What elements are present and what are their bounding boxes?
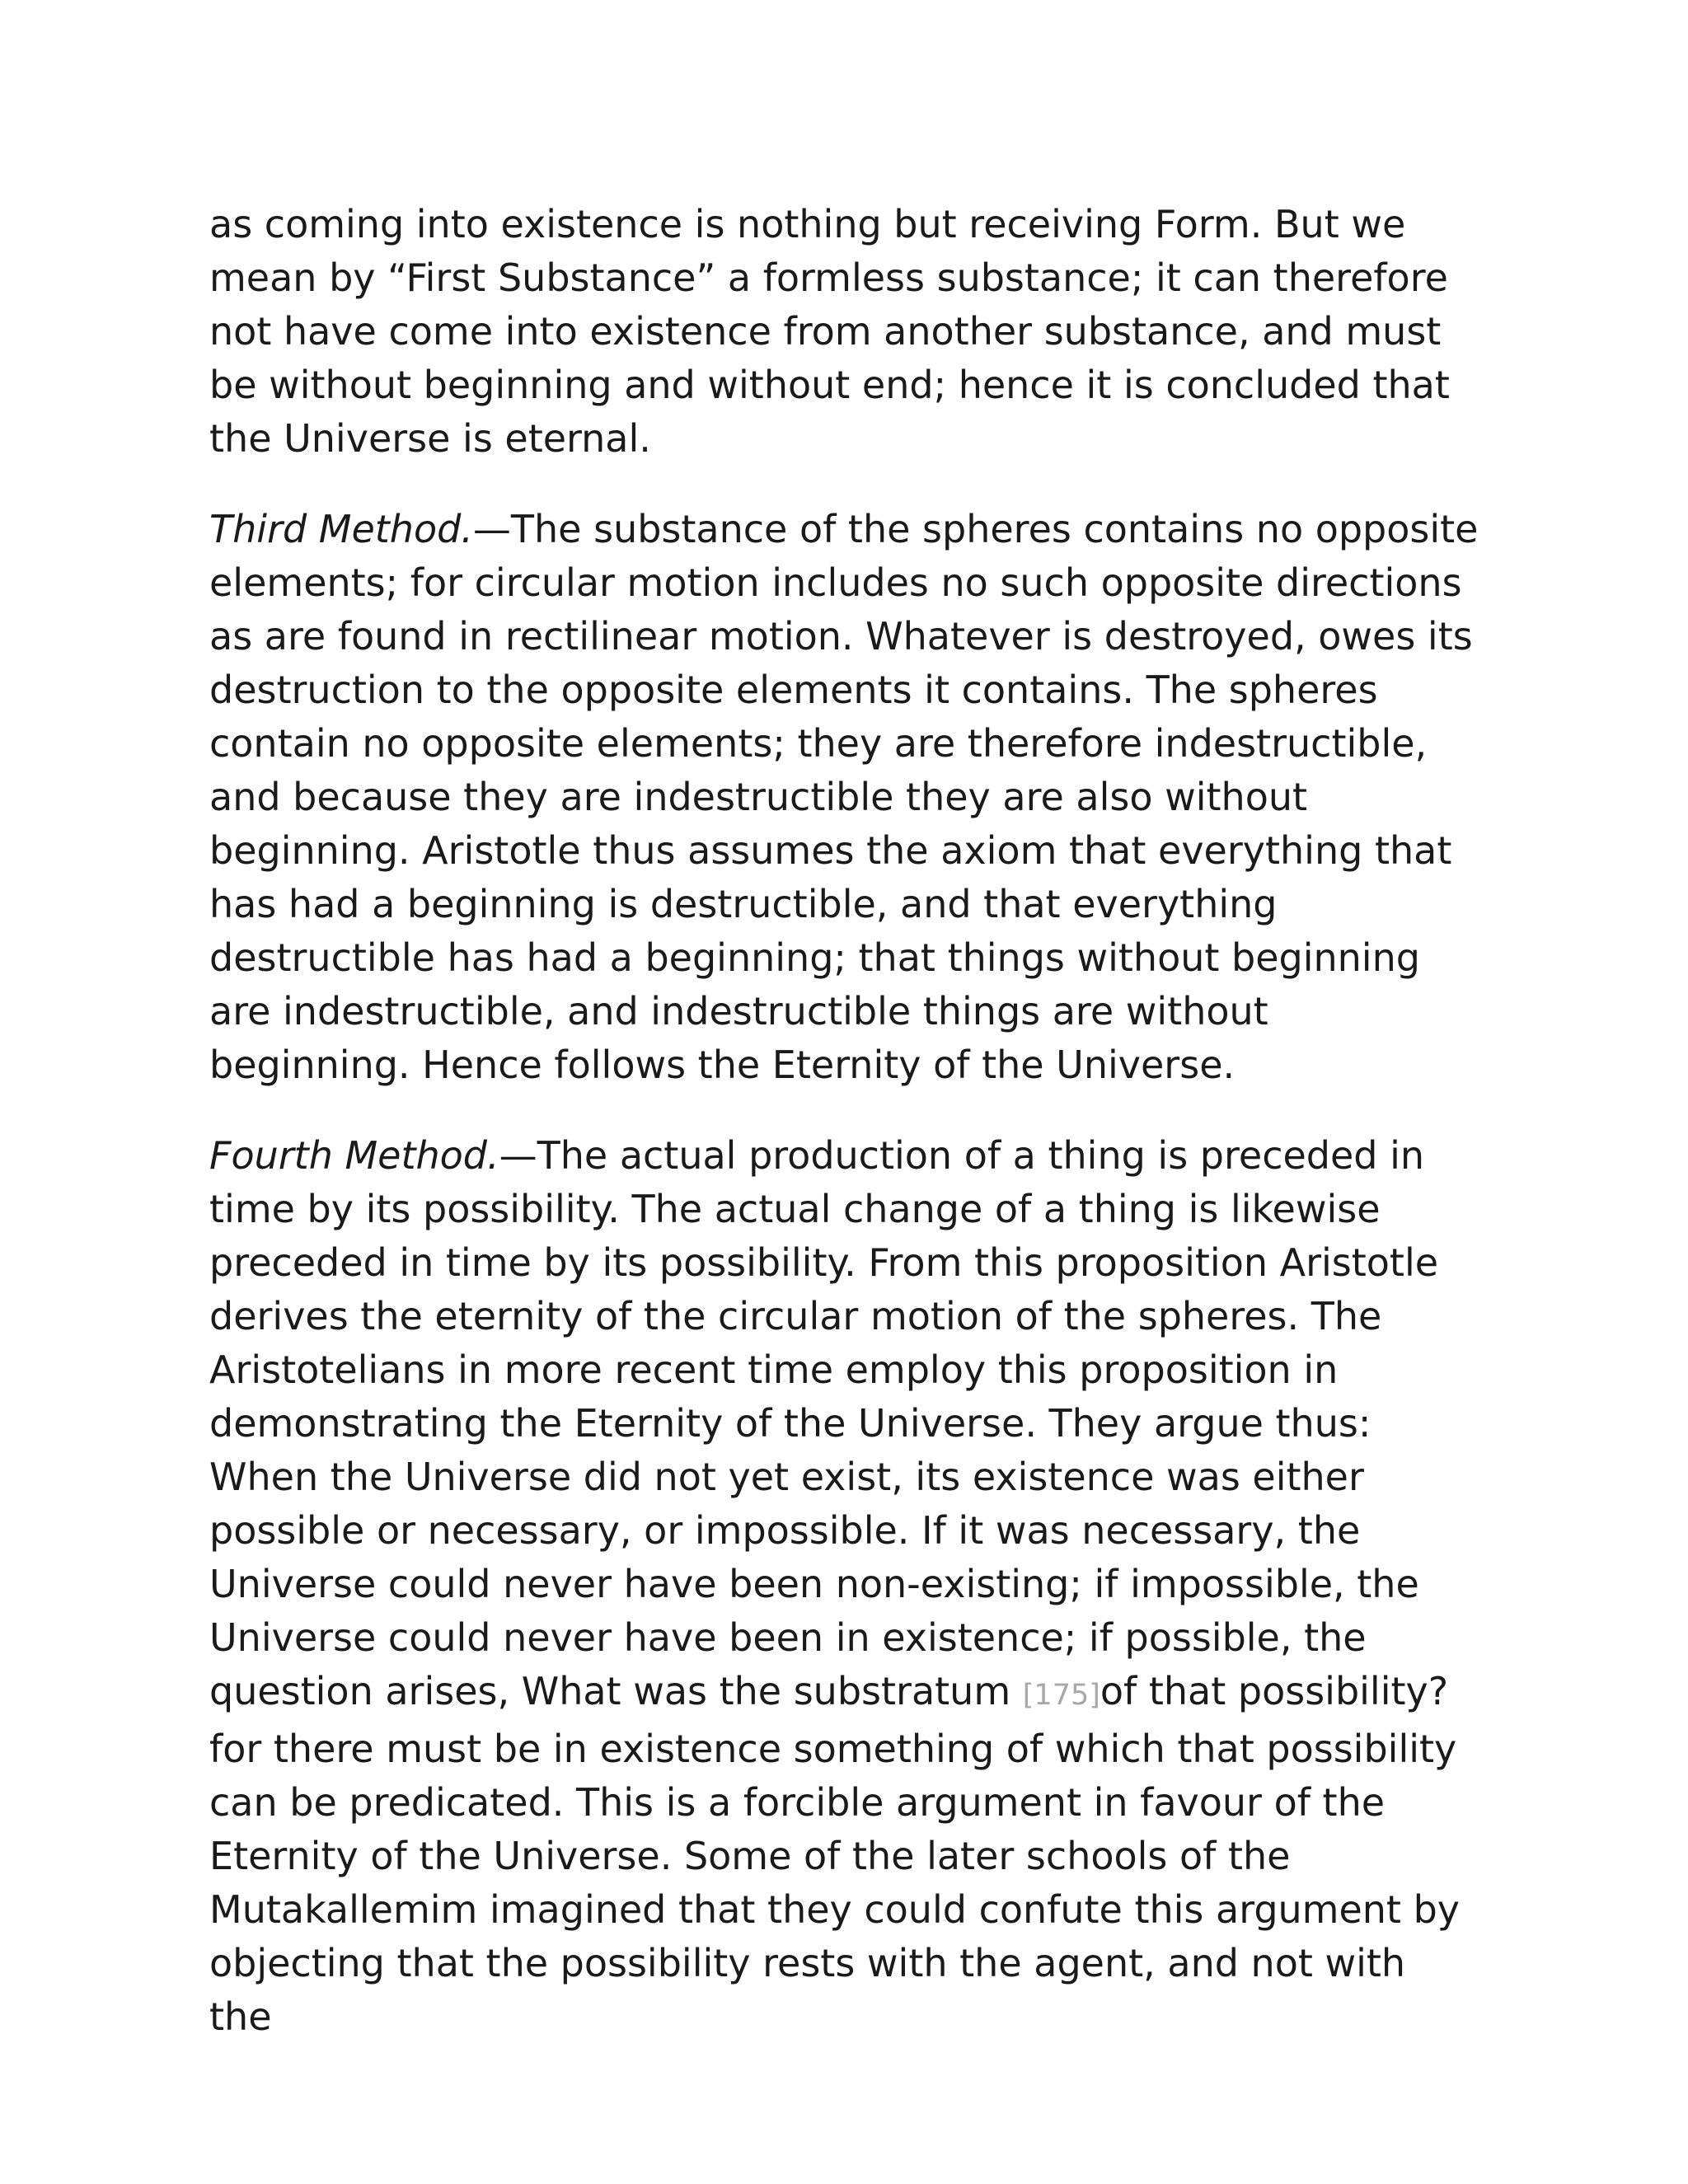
paragraph-text: —The actual production of a thing is preceded in time by its possibility. The actual change of a thing is likewise preceded in time by its possibility. From this proposition Aristotle derives the eternity of the circular motion of the spheres. The Aristotelians in more recent time employ this proposition in demonstrating the Eternity of the Universe. They argue thus: When the Universe did not yet exist, its existence was either possible or necessary, or impossible. If it was necessary, the Universe could never have been non-existing; if impossible, the Universe could never have been in existence; if possible, the question arises, What was the substratum xyxy=(209,1133,1439,1713)
page-body xyxy=(209,198,1479,2044)
method-heading: Third Method. xyxy=(209,507,473,551)
paragraph-fourth-method xyxy=(209,1129,1479,2044)
paragraph-text: as coming into existence is nothing but receiving Form. But we mean by “First Substance” a formless substance; it can therefore not have come into existence from another substance, and must be without beginning and without end; hence it is concluded that the Universe is eternal. xyxy=(209,202,1450,461)
page-number-marker: [175] xyxy=(1022,1679,1100,1712)
paragraph-universe-eternal xyxy=(209,198,1479,466)
paragraph-text: —The substance of the spheres contains no opposite elements; for circular motion includes no such opposite directions as are found in rectilinear motion. Whatever is destroyed, owes its destruction to the opposite elements it contains. The spheres contain no opposite elements; they are therefore indestructible, and because they are indestructible they are also without beginning. Aristotle thus assumes the axiom that everything that has had a beginning is destructible, and that everything destructible has had a beginning; that things without beginning are indestructible, and indestructible things are without beginning. Hence follows the Eternity of the Universe. xyxy=(209,507,1479,1087)
method-heading: Fourth Method. xyxy=(209,1133,499,1178)
paragraph-third-method xyxy=(209,503,1479,1092)
paragraph-text-continued: of that possibility? for there must be in existence something of which that possibility can be predicated. This is a forcible argument in favour of the Eternity of the Universe. Some of the later schools of the Mutakallemim imagined that they could confute this argument by objecting that the possibility rests with the agent, and not with the xyxy=(209,1669,1461,2039)
